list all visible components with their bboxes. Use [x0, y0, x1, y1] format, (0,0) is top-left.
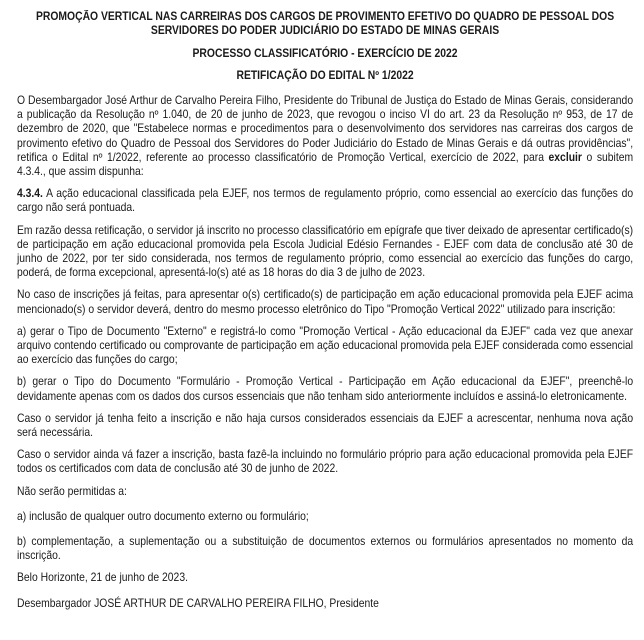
intro-text: O Desembargador José Arthur de Carvalho Pereira Filho, Presidente do Tribunal de Justiça do Estado de Minas Gerais, considerando a publicação da Resolução nº 1.040, de 20 de junho de 2023, que revogou o inciso VI do art. 23 da Resolução nº 953, de 17 de dezembro de 2020, que "Estabelece normas e procedimentos para o desenvolvimento dos servidores nas carreiras dos cargos de provimento efetivo do Quadro de Pessoal dos Servidores do Poder Judiciário do Estado de Minas Gerais e dá outras providências", retifica o Edital nº 1/2022, referente ao processo classificatório de Promoção Vertical, exercício de 2022, para [17, 94, 634, 164]
paragraph-item-b: b) gerar o Tipo do Documento "Formulário - Promoção Vertical - Participação em Ação educacional da EJEF", preenchê-lo devidamente apenas com os dados dos cursos essenciais que não tenham sido anteriormente incluídos e assiná-lo eletronicamente. [17, 375, 634, 403]
paragraph-not-permitted-a: a) inclusão de qualquer outro documento externo ou formulário; [17, 509, 309, 523]
place-date: Belo Horizonte, 21 de junho de 2023. [17, 571, 188, 585]
paragraph-no-action: Caso o servidor já tenha feito a inscrição e não haja cursos considerados essenciais da EJEF a acrescentar, nenhuma nova ação será necessária. [17, 411, 634, 440]
intro-text-end: o subitem 4.3.4., que assim dispunha: [17, 150, 634, 179]
intro-paragraph [17, 94, 633, 179]
subitem-text: A ação educacional classificada pela EJEF, nos termos de regulamento próprio, como essencial ao exercício das funções do cargo não será pontuada. [17, 187, 634, 215]
document-heading: RETIFICAÇÃO DO EDITAL Nº 1/2022 [236, 69, 414, 82]
subitem-paragraph [17, 187, 633, 215]
document-title: PROMOÇÃO VERTICAL NAS CARREIRAS DOS CARGOS DE PROVIMENTO EFETIVO DO QUADRO DE PESSOAL DOS SERVIDORES DO PODER JUDICIÁRIO DO ESTADO DE MINAS GERAIS [35, 10, 615, 37]
document-subtitle: PROCESSO CLASSIFICATÓRIO - EXERCÍCIO DE 2022 [192, 47, 458, 60]
paragraph-new-inscription: Caso o servidor ainda vá fazer a inscrição, basta fazê-la incluindo no formulário próprio para ação educacional promovida pela EJEF todos os certificados com data de conclusão até 30 de junho de 2022. [17, 448, 634, 476]
paragraph-existing-inscriptions: No caso de inscrições já feitas, para apresentar o(s) certificado(s) de participação em ação educacional promovida pela EJEF acima mencionado(s) o servidor deverá, dentro do mesmo processo eletrônico do Tipo "Promoção Vertical 2022" utilizado para inscrição: [17, 288, 634, 316]
subitem-number: 4.3.4. [17, 187, 43, 201]
signature: Desembargador JOSÉ ARTHUR DE CARVALHO PEREIRA FILHO, Presidente [17, 596, 379, 610]
paragraph-not-permitted-b: b) complementação, a suplementação ou a substituição de documentos externos ou formulários apresentados no momento da inscrição. [17, 535, 634, 563]
document-body [17, 10, 633, 611]
paragraph-retification-reason: Em razão dessa retificação, o servidor já inscrito no processo classificatório em epígrafe que tiver deixado de apresentar certificado(s) de participação em ação educacional promovida pela Escola Judicial Edésio Fernandes - EJEF com data de conclusão até 30 de junho de 2022, por ter sido considerada, nos termos de regulamento próprio, como essencial ao exercício das funções do cargo, poderá, de forma excepcional, apresentá-lo(s) até as 18 horas do dia 3 de julho de 2023. [17, 223, 634, 280]
intro-bold-word: excluir [548, 150, 582, 164]
paragraph-not-permitted: Não serão permitidas a: [17, 484, 127, 498]
document-page [17, 10, 633, 619]
paragraph-item-a: a) gerar o Tipo de Documento "Externo" e registrá-lo como "Promoção Vertical - Ação educacional da EJEF" cada vez que anexar arquivo contendo certificado ou comprovante de participação em ação educacional promovida pela EJEF considerada como essencial ao exercício das funções do cargo; [17, 324, 634, 367]
